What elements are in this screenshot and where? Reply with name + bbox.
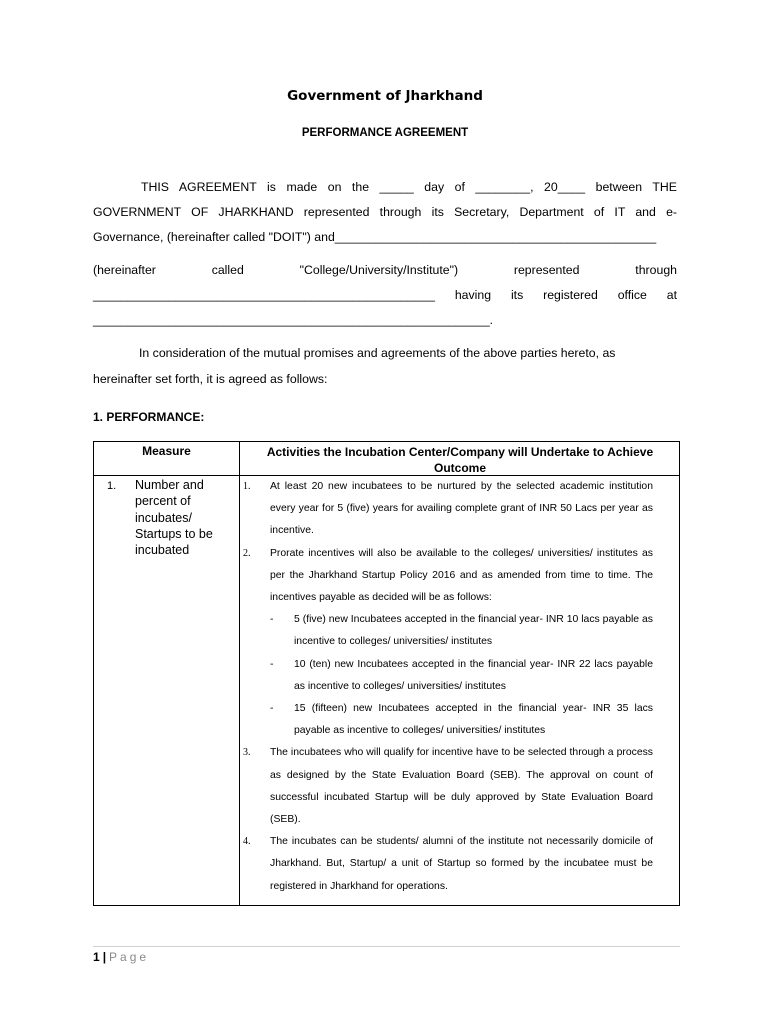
activity-number: 3. (243, 747, 251, 759)
preamble-line-3: Governance, (hereinafter called "DOIT") and_______________________________________________ (93, 230, 657, 244)
preamble-line-1: THIS AGREEMENT is made on the _____ day of ________, 20____ between THE (141, 180, 677, 194)
bullet-dash: - (270, 658, 274, 670)
preamble-line-4: (hereinafter called "College/University/Institute") represented through (93, 263, 677, 277)
subitem-text: 15 (fifteen) new Incubatees accepted in the financial year- INR 35 lacs payable as incentive to colleges/ universities/ institutes (294, 703, 653, 737)
activity-item-2 (240, 543, 680, 610)
incentive-subitem-3 (240, 698, 680, 742)
document-title: Government of Jharkhand (287, 88, 483, 104)
activity-number: 4. (243, 836, 251, 848)
bullet-dash: - (270, 703, 274, 715)
table-row-number: 1. (107, 480, 117, 492)
activity-item-4 (240, 831, 680, 898)
activity-text: Prorate incentives will also be available to the colleges/ universities/ institutes as per the Jharkhand Startup Policy 2016 and as amended from time to time. The incentives payable as decided will be as follows: (270, 547, 653, 604)
preamble-line-5: __________________________________________________ having its registered office at (93, 288, 677, 302)
activity-text: At least 20 new incubatees to be nurtured by the selected academic institution every year for 5 (five) years for availing complete grant of INR 50 Lacs per year as incentive. (270, 481, 653, 537)
consideration-line-1: In consideration of the mutual promises and agreements of the above parties hereto, as (139, 346, 616, 360)
table-cell-measure: Number and percent of incubates/ Startups to be incubated (135, 478, 213, 558)
page-footer (93, 950, 149, 964)
document-subtitle: PERFORMANCE AGREEMENT (301, 127, 469, 139)
activity-text: The incubatees who will qualify for incentive have to be selected through a process as designed by the State Evaluation Board (SEB). The approval on count of successful incubated Startup will be duly approved by State Evaluation Board (SEB). (270, 747, 653, 826)
activity-number: 1. (243, 481, 251, 492)
preamble-line-6: __________________________________________________________. (93, 313, 494, 327)
table-header-measure: Measure (142, 444, 191, 458)
footer-rule (93, 946, 680, 947)
activity-item-1 (240, 476, 680, 543)
bullet-dash: - (270, 614, 274, 626)
page-number: 1 (93, 950, 100, 964)
incentive-subitem-1 (240, 609, 680, 653)
subitem-text: 10 (ten) new Incubatees accepted in the financial year- INR 22 lacs payable as incentive to colleges/ universities/ institutes (294, 658, 653, 692)
incentive-subitem-2 (240, 654, 680, 698)
subitem-text: 5 (five) new Incubatees accepted in the financial year- INR 10 lacs payable as incentive to colleges/ universities/ institutes (294, 614, 653, 648)
performance-table (93, 441, 680, 906)
activity-text: The incubates can be students/ alumni of the institute not necessarily domicile of Jharkhand. But, Startup/ a unit of Startup so formed by the incubatee must be registered in Jharkhand for operations. (270, 836, 653, 892)
footer-separator: | (102, 950, 107, 964)
page-label: Page (109, 950, 150, 964)
activity-number: 2. (243, 547, 251, 559)
preamble-line-2: GOVERNMENT OF JHARKHAND represented through its Secretary, Department of IT and e- (93, 205, 677, 219)
consideration-line-2: hereinafter set forth, it is agreed as follows: (93, 372, 328, 386)
table-header-activities: Activities the Incubation Center/Company will Undertake to Achieve Outcome (266, 445, 654, 475)
section-heading-performance: 1. PERFORMANCE: (93, 410, 205, 424)
activity-item-3 (240, 742, 680, 831)
activities-list (240, 476, 680, 898)
